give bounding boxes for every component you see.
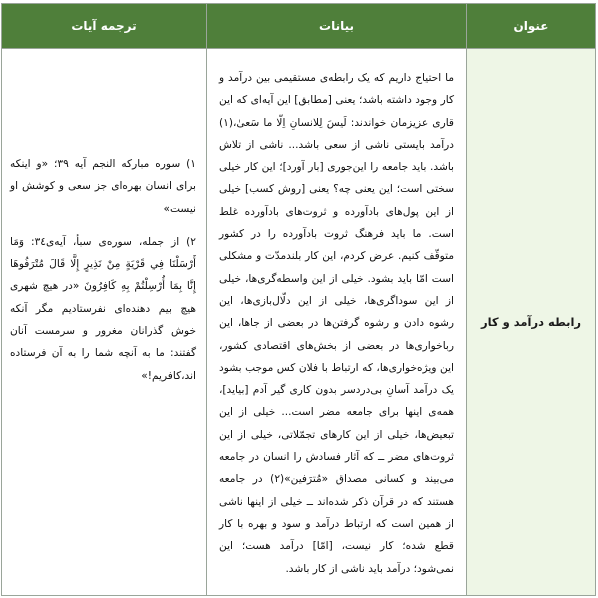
- header-title-text: عنوان: [513, 19, 549, 33]
- header-translation: [2, 4, 206, 48]
- row-description-cell: [206, 48, 466, 595]
- row-description: ما احتياج داريم که يک رابطه‌ی مستقيمی بين درآمد و کار وجود داشته باشد؛ يعنی [مطابق] اين آيه‌ای که اين قاری عزيزمان خواندند: لَيسَ لِلانسانِ اِلّا ما سَعىٰ،(١) درآمد بايستی ناشی از سعی باشد... ناشی از تلاش باشد. بايد جامعه را اين‌جوری [بار آورد]؛ اين کار خيلی سختی است؛ اين يعنی چه؟ يعنی [روش کسب] خيلی از اين پول‌های بادآورده و ثروت‌های بادآورده غلط است. ما بايد فرهنگ ثروت بادآورده را در کشور متوقّف کنيم. عرض کردم، اين کار بلندمدّت و مشکلی است امّا بايد بشود. خيلی از اين واسطه‌گری‌ها، خيلی از اين سوداگری‌ها، خيلی از اين دلّال‌بازی‌ها، اين رشوه دادن و رشوه گرفتن‌ها در بعضی از جاها، اين رباخواری‌ها در بعضی از بخش‌های اقتصادی کشور، اين ويژه‌خواری‌ها، که ارتباط با فلان کس موجب بشود يک درآمد آسانِ بی‌دردسر بدون کاری گير آدم [بيايد]، همه‌ی اينها برای جامعه مضر است... خيلی از اين تبعيض‌ها، خيلی از اين کارهای تجمّلاتی، خيلی از اين ثروت‌های مضر ــ که آثار فسادش را انسان در جامعه می‌بيند و کسانی مصداق «مُترَفين»(٢) در جامعه هستند که در قرآن ذکر شده‌اند ــ خيلی از اينها ناشی از همين است که ارتباط درآمد و سود و بهره با کار قطع شده؛ کار نيست، [امّا] درآمد هست؛ اين نمی‌شود؛ درآمد بايد ناشی از کار باشد.: [219, 72, 454, 575]
- row-title: رابطه درآمد و کار: [480, 315, 582, 329]
- header-description-text: بيانات: [319, 19, 354, 33]
- row-translation-cell: [2, 48, 206, 595]
- content-table: [1, 3, 596, 596]
- header-title: [466, 4, 595, 48]
- header-description: [206, 4, 466, 48]
- header-translation-text: ترجمه آيات: [71, 19, 137, 33]
- row-title-cell: [466, 48, 595, 595]
- translation-note-1: ١) سوره مبارکه النجم آيه ٣٩؛ «و اينکه برای انسان بهره‌ای جز سعی و کوشش او نيست»: [10, 158, 196, 215]
- translation-note-2: ٢) از جمله، سوره‌ی سبأ، آيه‌ی٣٤: وَمَا أَرْسَلْنَا فِي قَرْيَةٍ مِنْ نَذِيرٍ إِلَّا قَالَ مُتْرَفُوهَا إِنَّا بِمَا أُرْسِلْتُمْ بِهِ كَافِرُونَ «در هيچ شهری هيچ بيم دهنده‌ای نفرستاديم مگر آنکه خوش گذرانان مغرور و سرمست آنان گفتند: ما به آنچه شما را به آن فرستاده اند،كافريم!»: [10, 235, 196, 382]
